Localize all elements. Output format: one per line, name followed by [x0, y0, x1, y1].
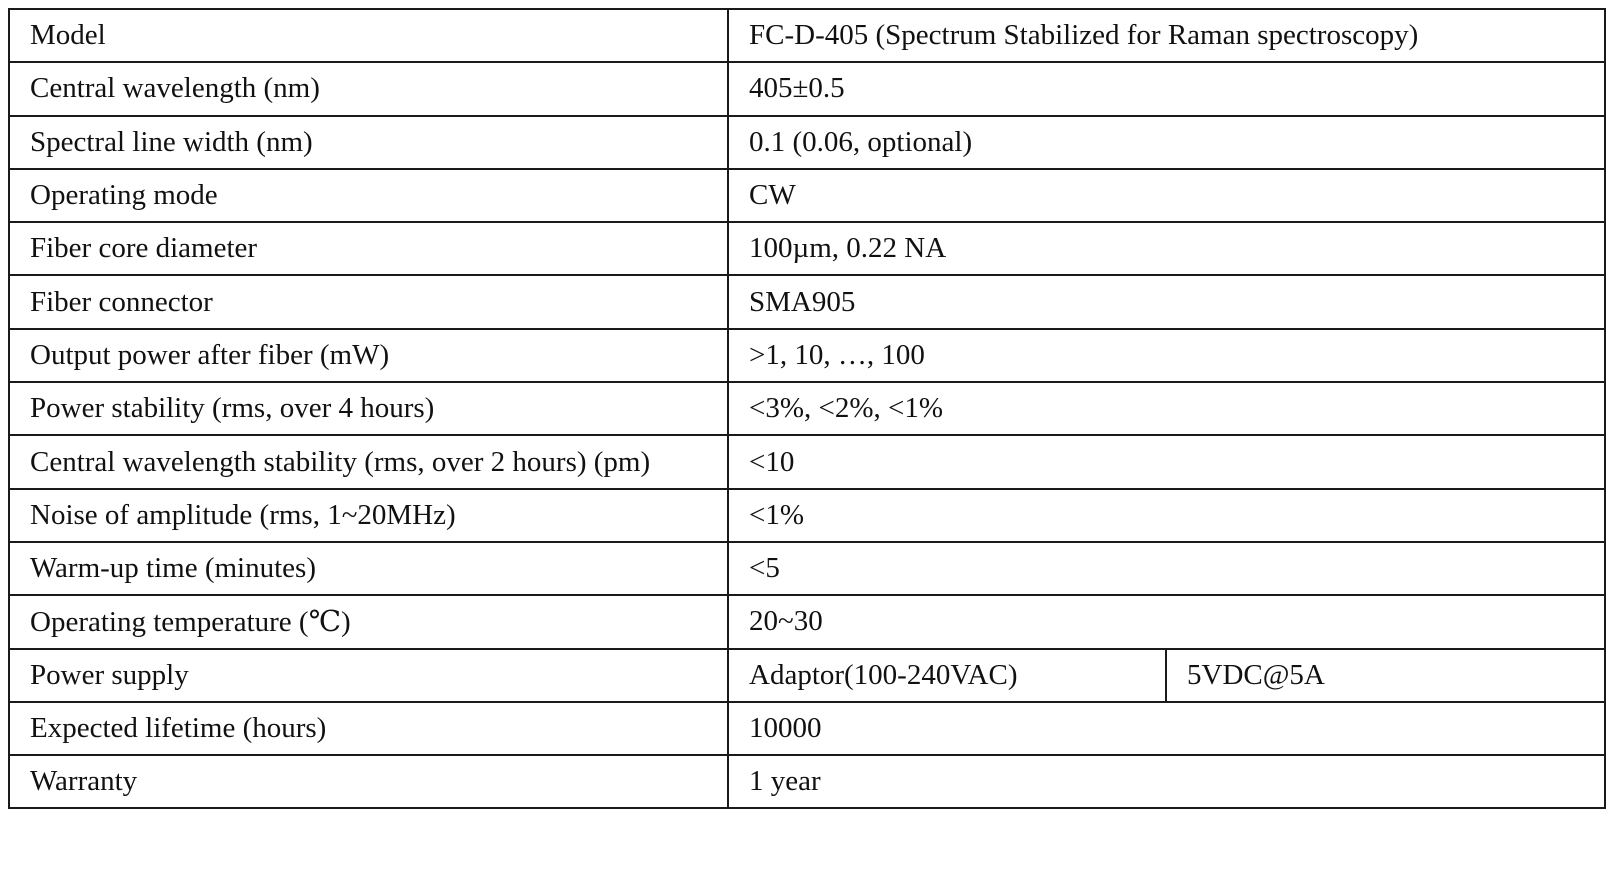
- row-value: >1, 10, …, 100: [728, 329, 1605, 382]
- row-label: Central wavelength (nm): [9, 62, 728, 115]
- row-value: 10000: [728, 702, 1605, 755]
- table-row-fiber-connector: [9, 275, 1605, 328]
- row-label: Operating mode: [9, 169, 728, 222]
- row-label: Fiber core diameter: [9, 222, 728, 275]
- row-value: <5: [728, 542, 1605, 595]
- table-row-operating-temperature: [9, 595, 1605, 648]
- row-value: Adaptor(100-240VAC): [728, 649, 1166, 702]
- row-label: Operating temperature (℃): [9, 595, 728, 648]
- table-row-central-wavelength: [9, 62, 1605, 115]
- table-row-spectral-line-width: [9, 116, 1605, 169]
- table-row-output-power: [9, 329, 1605, 382]
- row-label: Model: [9, 9, 728, 62]
- row-label: Power stability (rms, over 4 hours): [9, 382, 728, 435]
- row-label: Warranty: [9, 755, 728, 808]
- table-row-power-supply: [9, 649, 1605, 702]
- row-label: Output power after fiber (mW): [9, 329, 728, 382]
- row-label: Spectral line width (nm): [9, 116, 728, 169]
- row-value: <3%, <2%, <1%: [728, 382, 1605, 435]
- table-row-warm-up-time: [9, 542, 1605, 595]
- row-value: CW: [728, 169, 1605, 222]
- row-value: 100µm, 0.22 NA: [728, 222, 1605, 275]
- row-value-secondary: 5VDC@5A: [1166, 649, 1605, 702]
- row-label: Power supply: [9, 649, 728, 702]
- row-label: Warm-up time (minutes): [9, 542, 728, 595]
- spec-table: [8, 8, 1606, 809]
- row-label: Central wavelength stability (rms, over 2 hours) (pm): [9, 435, 728, 488]
- table-row-fiber-core-diameter: [9, 222, 1605, 275]
- row-value: <1%: [728, 489, 1605, 542]
- table-row-warranty: [9, 755, 1605, 808]
- row-value: 405±0.5: [728, 62, 1605, 115]
- table-row-wavelength-stability: [9, 435, 1605, 488]
- row-label: Noise of amplitude (rms, 1~20MHz): [9, 489, 728, 542]
- table-row-expected-lifetime: [9, 702, 1605, 755]
- row-value: 20~30: [728, 595, 1605, 648]
- table-row-model: [9, 9, 1605, 62]
- row-label: Expected lifetime (hours): [9, 702, 728, 755]
- table-row-noise-of-amplitude: [9, 489, 1605, 542]
- row-label: Fiber connector: [9, 275, 728, 328]
- row-value: SMA905: [728, 275, 1605, 328]
- row-value: FC-D-405 (Spectrum Stabilized for Raman spectroscopy): [728, 9, 1605, 62]
- row-value: 0.1 (0.06, optional): [728, 116, 1605, 169]
- table-row-operating-mode: [9, 169, 1605, 222]
- row-value: 1 year: [728, 755, 1605, 808]
- table-row-power-stability: [9, 382, 1605, 435]
- row-value: <10: [728, 435, 1605, 488]
